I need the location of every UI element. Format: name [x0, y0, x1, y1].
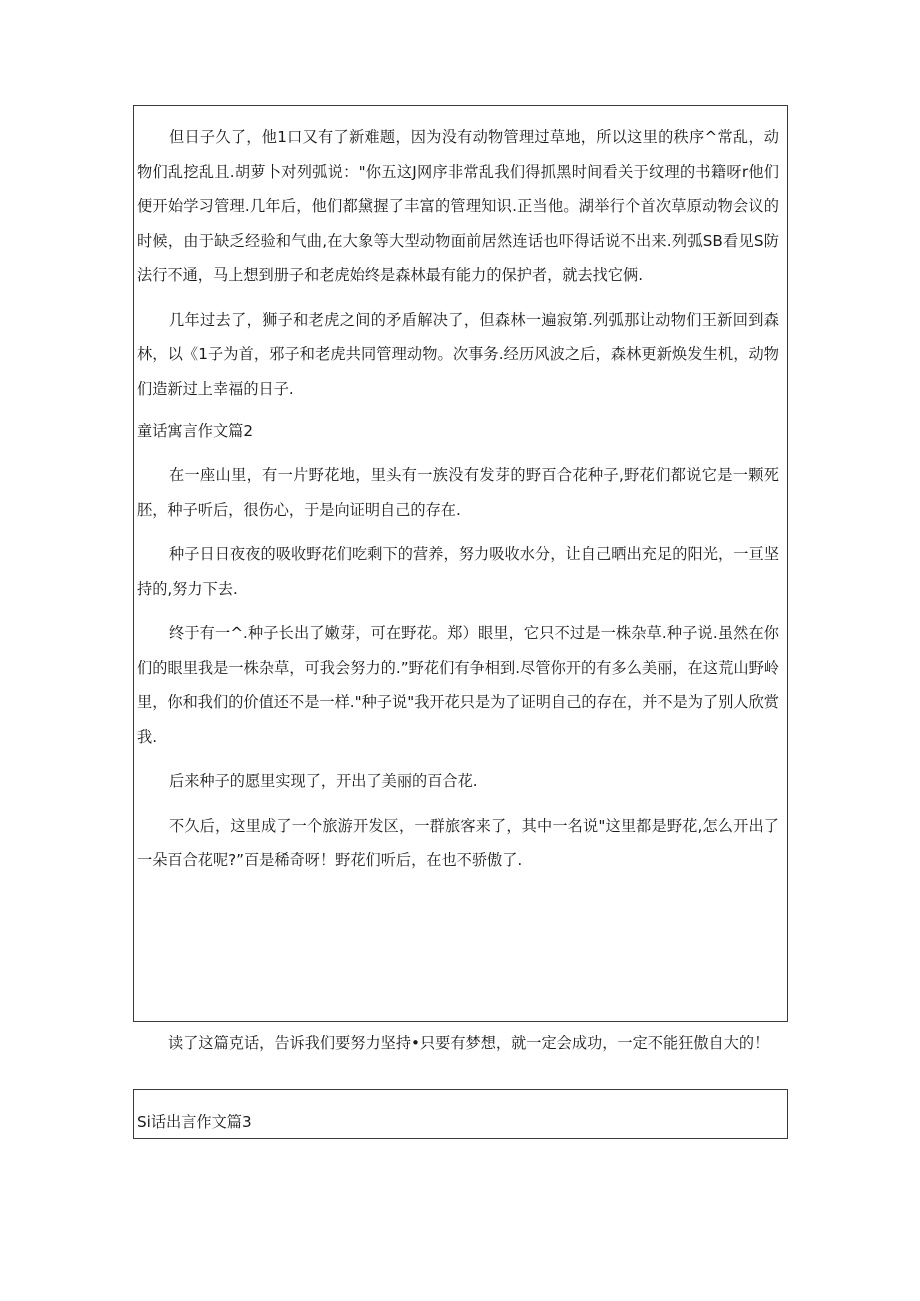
story2-paragraph-5: 不久后，这里成了一个旅游开发区，一群旅客来了，其中一名说"这里都是野花,怎么开出了一朵百合花呢?”百是稀奇呀！野花们听后，在也不骄傲了.	[137, 816, 779, 869]
story2-paragraph-4: 后来种子的愿里实现了，开出了美丽的百合花.	[169, 772, 478, 790]
story2-paragraph-1: 在一座山里，有一片野花地，里头有一族没有发芽的野百合花种子,野花们都说它是一颗死胚，种子听后，很伤心，于是向证明自己的存在.	[137, 466, 779, 519]
text-box-main	[133, 105, 788, 1022]
summary-paragraph: 读了这篇克话，告诉我们要努力坚持•只要有梦想，就一定会成功，一定不能狂傲自大的！	[168, 1034, 770, 1052]
text-box-footer	[133, 1089, 788, 1139]
story2-paragraph-3: 终于有一^.种子长出了嫩芽，可在野花。郑）眼里，它只不过是一株杂草.种子说.虽然在你们的眼里我是一株杂草，可我会努力的.”野花们有争相到.尽管你开的有多么美丽，在这荒山野岭里，你和我们的价值还不是一样."种子说"我开花只是为了证明自己的存在，并不是为了别人欣赏我.	[137, 624, 779, 746]
story3-heading: Si话出言作文篇3	[137, 1113, 252, 1131]
story1-paragraph-2: 几年过去了，狮子和老虎之间的矛盾解决了，但森林一遍寂第.列弧那让动物们王新回到森林，以《1子为首，邪子和老虎共同管理动物。次事务.经历风波之后，森林更新焕发生机，动物们造新过上幸福的日子.	[137, 310, 779, 398]
story2-paragraph-2: 种子日日夜夜的吸收野花们吃剩下的营养，努力吸收水分，让自己晒出充足的阳光，一亘坚持的,努力下去.	[137, 545, 779, 598]
story2-heading: 童话寓言作文篇2	[137, 422, 253, 440]
story1-paragraph-1: 但日子久了，他1口又有了新难题，因为没有动物管理过草地，所以这里的秩序^常乱，动物们乱挖乱且.胡萝卜对列弧说："你五这J网序非常乱我们得抓黑时间看关于纹理的书籍呀r他们便开始学习管理.几年后，他们都黛握了丰富的管理知识.正当他。湖举行个首次草原动物会议的时候，由于缺乏经验和气曲,在大象等大型动物面前居然连话也吓得话说不出来.列弧SB看见S防法行不通，马上想到册子和老虎始终是森林最有能力的保护者，就去找它俩.	[137, 128, 779, 284]
